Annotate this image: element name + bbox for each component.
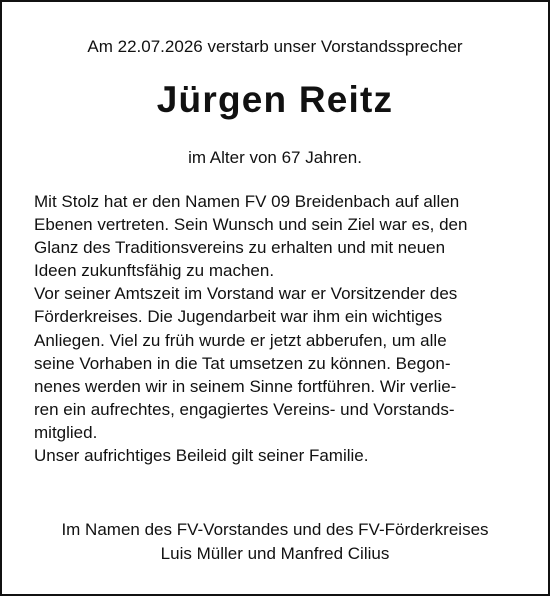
tribute-line: Förderkreises. Die Jugendarbeit war ihm ein wichtiges [34, 307, 443, 327]
tribute-line: Ideen zukunftsfähig zu machen. [34, 261, 275, 281]
signatory-names: Luis Müller und Manfred Cilius [160, 544, 390, 563]
tribute-text [34, 190, 524, 467]
age-line: im Alter von 67 Jahren. [188, 148, 362, 167]
tribute-line: mitglied. [34, 422, 98, 442]
tribute-line: ren ein aufrechtes, engagiertes Vereins- und Vorstands- [34, 399, 455, 419]
tribute-line: Vor seiner Amtszeit im Vorstand war er Vorsitzender des [34, 284, 458, 304]
tribute-line: seine Vorhaben in die Tat umsetzen zu können. Begon- [34, 353, 451, 373]
tribute-line: Mit Stolz hat er den Namen FV 09 Breidenbach auf allen [34, 192, 460, 211]
tribute-line: Glanz des Traditionsvereins zu erhalten und mit neuen [34, 238, 446, 258]
tribute-line: Ebenen vertreten. Sein Wunsch und sein Ziel war es, den [34, 215, 468, 235]
signature-block [2, 518, 548, 566]
signature-line: Im Namen des FV-Vorstandes und des FV-Förderkreises [61, 520, 489, 539]
tribute-line: nenes werden wir in seinem Sinne fortführen. Wir verlie- [34, 376, 457, 396]
tribute-line: Unser aufrichtiges Beileid gilt seiner Familie. [34, 446, 369, 466]
deceased-name: Jürgen Reitz [156, 79, 394, 120]
intro-line: Am 22.07.2026 verstarb unser Vorstandssprecher [87, 37, 463, 56]
tribute-line: Anliegen. Viel zu früh wurde er jetzt abberufen, um alle [34, 330, 447, 350]
